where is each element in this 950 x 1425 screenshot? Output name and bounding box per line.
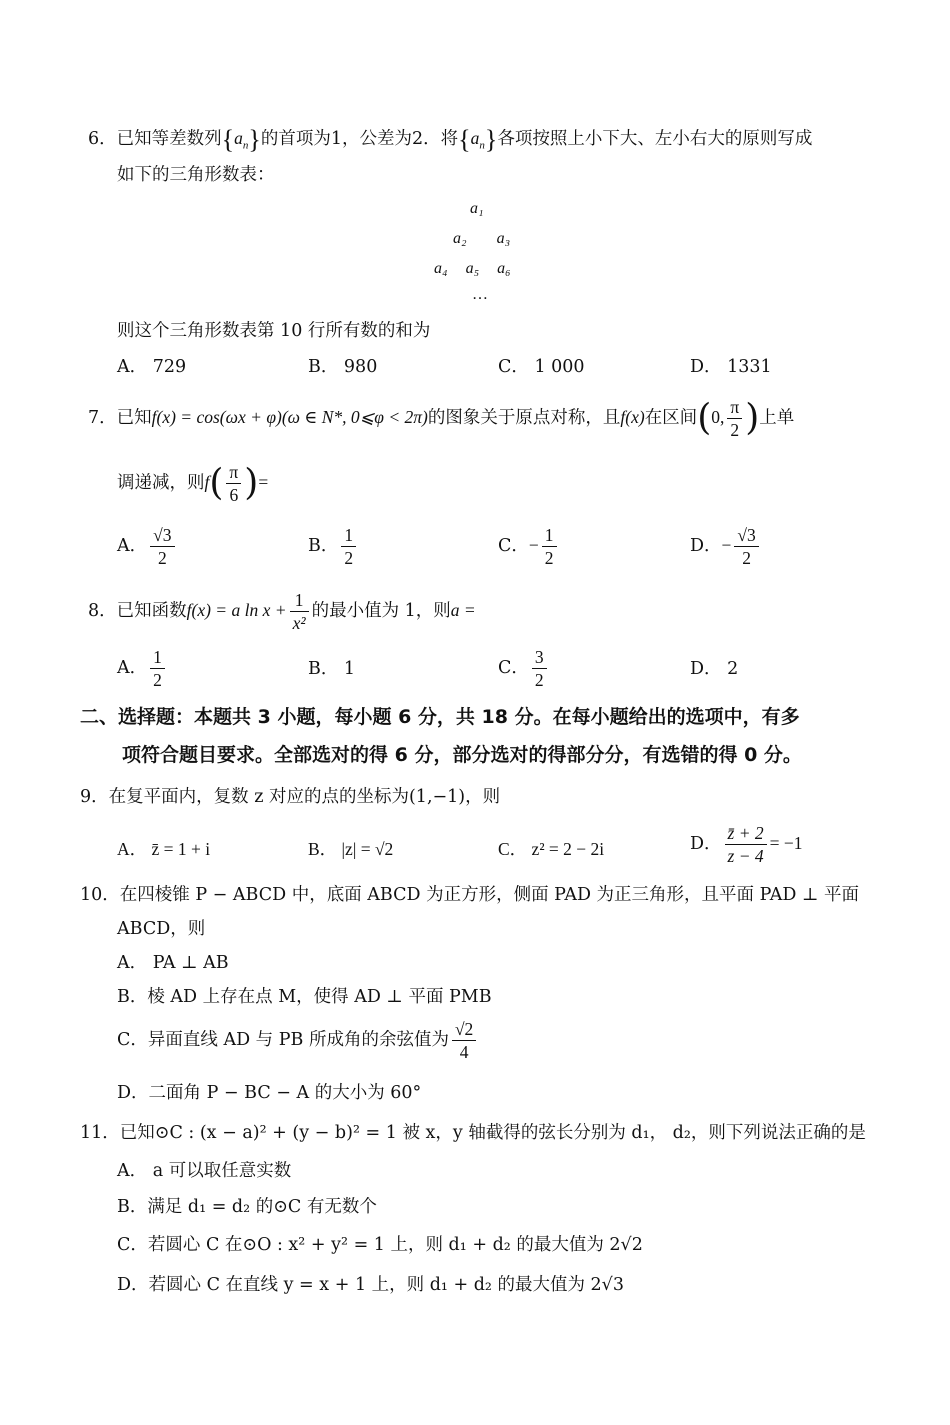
- q10-option-c-text: C．异面直线 AD 与 PB 所成角的余弦值为: [117, 1030, 449, 1050]
- q6-option-b: B． 980: [308, 357, 378, 377]
- q7-stem-line2: [117, 458, 268, 507]
- option-label: B．: [308, 536, 339, 556]
- q8-option-c: [498, 646, 550, 691]
- q10-c-frac: $\frac{√2}{4}$: [452, 1018, 476, 1063]
- q7-interval-open: (: [697, 397, 712, 439]
- q8-option-b: B． 1: [308, 659, 356, 679]
- q6-option-c: C． 1 000: [498, 357, 585, 377]
- q7-paren-open: (: [209, 462, 224, 504]
- q6-number: 6．: [88, 129, 117, 150]
- q6-sequence-2: $\{a_n\}$: [458, 125, 498, 154]
- option-label: D．: [690, 536, 722, 556]
- tri-cell: a₅: [465, 260, 480, 277]
- q6-triangle-row1: [470, 200, 484, 218]
- q8-stem: [88, 586, 476, 635]
- q6-triangle-row3: [434, 260, 511, 278]
- q8-a-frac: $\frac{1}{2}$: [150, 646, 165, 691]
- q8-c-frac: $\frac{3}{2}$: [532, 646, 547, 691]
- option-label: C．: [498, 536, 529, 556]
- q7-interval-left: 0,: [711, 407, 725, 427]
- q8-function: f(x) = a ln x +: [186, 600, 287, 620]
- q7-stem-line1: [88, 396, 794, 441]
- q6-question: 则这个三角形数表第 10 行所有数的和为: [117, 321, 431, 341]
- option-label: A．: [117, 658, 148, 678]
- q6-option-a: A． 729: [117, 357, 187, 377]
- q6-stem-line1: [88, 122, 812, 159]
- q7-d-frac: $\frac{√3}{2}$: [734, 524, 758, 569]
- q7-option-c: [498, 524, 560, 569]
- tri-cell: a₂: [453, 230, 467, 247]
- q8-number: 8．: [88, 601, 117, 621]
- q9-stem-text: 在复平面内，复数 z 对应的点的坐标为(1,−1)，则: [108, 787, 501, 807]
- q6-sequence: $\{a_n\}$: [221, 125, 261, 154]
- q11-option-c: C．若圆心 C 在⊙O : x² + y² = 1 上，则 d₁ + d₂ 的最大值为 2√2: [117, 1235, 643, 1255]
- q7-stem-part1: 已知: [116, 408, 152, 428]
- q9-option-c: C． z² = 2 − 2i: [498, 839, 605, 859]
- q6-stem-part1: 已知等差数列: [116, 129, 222, 150]
- q7-stem-part3: 在区间: [644, 408, 698, 428]
- tri-cell: a₁: [470, 200, 484, 217]
- q10-number: 10．: [80, 885, 120, 905]
- q9-option-d: [690, 822, 803, 867]
- q8-stem-part1: 已知函数: [116, 601, 187, 621]
- q6-stem-part2: 的首项为1，公差为2．将: [260, 129, 459, 150]
- q9-stem: [80, 784, 500, 810]
- option-label: C．: [498, 658, 529, 678]
- minus-sign: −: [528, 535, 539, 555]
- section2-heading-line2: 项符合题目要求。全部选对的得 6 分，部分选对的得部分分，有选错的得 0 分。: [122, 744, 802, 766]
- q11-option-a: A． a 可以取任意实数: [117, 1161, 292, 1181]
- q10-stem-line1: [80, 882, 859, 908]
- q7-paren-close: ): [244, 462, 259, 504]
- q10-option-d: D．二面角 P − BC − A 的大小为 60°: [117, 1083, 422, 1103]
- option-label: A．: [117, 536, 148, 556]
- q8-frac: $\frac{1}{\text{x²}}$: [290, 589, 309, 634]
- q8-stem-part2: 的最小值为 1，则: [311, 601, 451, 621]
- tri-cell: a₃: [496, 230, 511, 247]
- q10-stem-line2: ABCD，则: [117, 919, 206, 939]
- q6-option-d: D． 1331: [690, 357, 772, 377]
- q7-b-frac: $\frac{1}{2}$: [341, 524, 356, 569]
- q7-stem-part2: 的图象关于原点对称，且: [427, 408, 621, 428]
- q7-option-b: [308, 524, 359, 569]
- tri-cell: a₆: [497, 260, 511, 277]
- q9-d-tail: = −1: [769, 833, 803, 853]
- q11-stem-text: 已知⊙C : (x − a)² + (y − b)² = 1 被 x，y 轴截得的弦长分别为 d₁， d₂，则下列说法正确的是: [119, 1123, 866, 1143]
- q6-stem-part3: 各项按照上小下大、左小右大的原则写成: [497, 129, 813, 150]
- q7-c-frac: $\frac{1}{2}$: [542, 524, 557, 569]
- q9-option-b: B． |z| = √2: [308, 839, 394, 859]
- q7-function: f(x) = cos(ωx + φ)(ω ∈ N*, 0⩽φ < 2π): [151, 407, 428, 427]
- q9-option-a: A． z̄ = 1 + i: [117, 839, 211, 859]
- q11-option-d: D．若圆心 C 在直线 y = x + 1 上，则 d₁ + d₂ 的最大值为 2√3: [117, 1275, 624, 1295]
- q7-interval-frac: $\frac{\pi}{2}$: [727, 396, 742, 441]
- q7-interval-close: ): [745, 397, 760, 439]
- q7-stem-part4: 上单: [759, 408, 795, 428]
- q9-d-frac: $\frac{z̄ + 2}{z - 4}$: [725, 822, 767, 867]
- q11-number: 11．: [80, 1123, 120, 1143]
- tri-cell: a₄: [434, 260, 448, 277]
- q10-option-b: B．棱 AD 上存在点 M，使得 AD ⊥ 平面 PMB: [117, 987, 492, 1007]
- q8-option-a: [117, 646, 168, 691]
- q9-number: 9．: [80, 787, 109, 807]
- q8-option-d: D． 2: [690, 659, 739, 679]
- q7-number: 7．: [88, 408, 117, 428]
- q11-option-b: B．满足 d₁ = d₂ 的⊙C 有无数个: [117, 1197, 377, 1217]
- q7-stem-line2-text: 调递减，则: [117, 473, 205, 493]
- q6-triangle-row2: [453, 230, 510, 248]
- section2-heading-line1: 二、选择题：本题共 3 小题，每小题 6 分，共 18 分。在每小题给出的选项中，有多: [80, 706, 800, 728]
- q7-option-d: [690, 524, 762, 569]
- q10-option-a: A． PA ⊥ AB: [117, 953, 229, 973]
- q7-equals: =: [258, 472, 269, 492]
- q7-option-a: [117, 524, 178, 569]
- q7-arg-frac: $\frac{\pi}{6}$: [226, 461, 241, 506]
- q7-fx: f(x): [620, 407, 645, 427]
- q11-stem: [80, 1120, 866, 1146]
- q7-a-frac: $\frac{√3}{2}$: [150, 524, 174, 569]
- minus-sign: −: [721, 535, 732, 555]
- q8-a-equals: a =: [450, 600, 476, 620]
- q10-stem-text: 在四棱锥 P − ABCD 中，底面 ABCD 为正方形，侧面 PAD 为正三角形，且平面 PAD ⊥ 平面: [119, 885, 860, 905]
- q6-triangle-dots: …: [472, 286, 488, 303]
- q7-f-label: f: [204, 472, 210, 492]
- q6-stem-line2: 如下的三角形数表：: [117, 165, 275, 185]
- q10-option-c: [117, 1018, 479, 1063]
- option-label: D．: [690, 834, 722, 854]
